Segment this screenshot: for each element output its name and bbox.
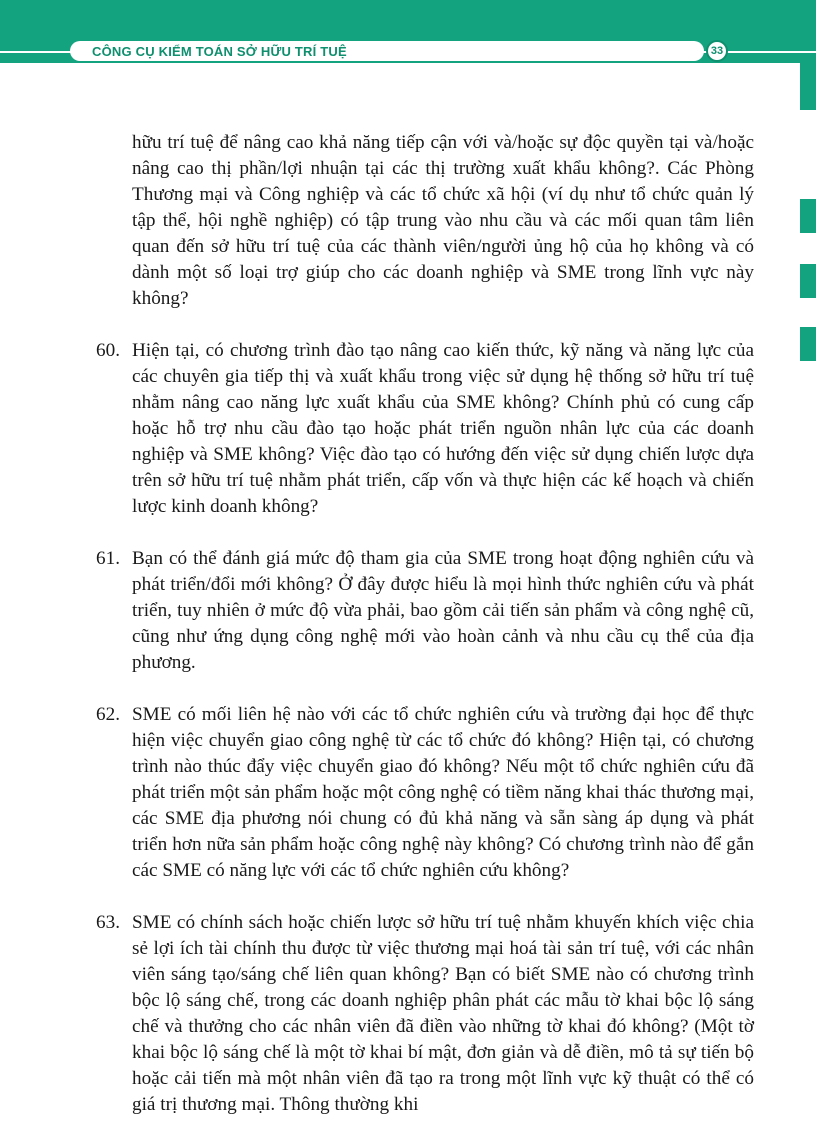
- item-text: SME có chính sách hoặc chiến lược sở hữu trí tuệ nhằm khuyến khích việc chia sẻ lợi ích tài chính thu được từ việc thương mại hoá tài sản trí tuệ, với các nhân viên sáng tạo/sáng chế liên quan không? Bạn có biết SME nào có chương trình bộc lộ sáng chế, trong các doanh nghiệp phân phát các mẫu tờ khai bộc lộ sáng chế và thưởng cho các nhân viên đã điền vào những tờ khai đó không? (Một tờ khai bộc lộ sáng chế là một tờ khai bí mật, đơn giản và dễ điền, mô tả sự tiến bộ hoặc cải tiến mà một nhân viên đã tạo ra trong một lĩnh vực kỹ thuật có thể có giá trị thương mại. Thông thường khi: [132, 912, 754, 1115]
- list-item: [96, 910, 754, 1118]
- page-body: [96, 130, 754, 1118]
- item-text: SME có mối liên hệ nào với các tổ chức nghiên cứu và trường đại học để thực hiện việc chuyển giao công nghệ từ các tổ chức đó không? Hiện tại, có chương trình nào thúc đẩy việc chuyển giao đó không? Nếu một tổ chức nghiên cứu đã phát triển một sản phẩm hoặc một công nghệ có tiềm năng khai thác thương mại, các SME địa phương nói chung có đủ khả năng và sẵn sàng áp dụng và phát triển hơn nữa sản phẩm hoặc công nghệ này không? Có chương trình nào để gắn các SME có năng lực với các tổ chức nghiên cứu không?: [132, 704, 754, 881]
- list-item: [96, 702, 754, 884]
- section-tab: [800, 264, 816, 298]
- item-text: Bạn có thể đánh giá mức độ tham gia của SME trong hoạt động nghiên cứu và phát triển/đổi mới không? Ở đây được hiểu là mọi hình thức nghiên cứu và phát triển, tuy nhiên ở mức độ vừa phải, bao gồm cải tiến sản phẩm và công nghệ cũ, cũng như ứng dụng công nghệ mới vào hoàn cảnh và nhu cầu cụ thể của địa phương.: [132, 548, 754, 673]
- item-text: Hiện tại, có chương trình đào tạo nâng cao kiến thức, kỹ năng và năng lực của các chuyên gia tiếp thị và xuất khẩu trong việc sử dụng hệ thống sở hữu trí tuệ nhằm nâng cao năng lực xuất khẩu của SME không? Chính phủ có cung cấp hoặc hỗ trợ nhu cầu đào tạo hoặc phát triển nguồn nhân lực của các doanh nghiệp và SME không? Việc đào tạo có hướng đến việc sử dụng chiến lược dựa trên sở hữu trí tuệ nhằm phát triển, cấp vốn và thực hiện các kế hoạch và chiến lược kinh doanh không?: [132, 340, 754, 517]
- header-title: CÔNG CỤ KIỂM TOÁN SỞ HỮU TRÍ TUỆ: [92, 44, 347, 59]
- item-number: 61.: [96, 548, 120, 569]
- section-tab: [800, 199, 816, 233]
- running-header: [0, 40, 816, 64]
- list-item: [96, 338, 754, 520]
- list-item: [96, 546, 754, 676]
- item-number: 62.: [96, 704, 120, 725]
- section-tab: [800, 327, 816, 361]
- item-number: 60.: [96, 340, 120, 361]
- continuation-paragraph: hữu trí tuệ để nâng cao khả năng tiếp cận với và/hoặc sự độc quyền tại và/hoặc nâng cao thị phần/lợi nhuận tại các thị trường xuất khẩu không?. Các Phòng Thương mại và Công nghiệp và các tổ chức xã hội (ví dụ như tổ chức quản lý tập thể, hội nghề nghiệp) có tập trung vào nhu cầu và các mối quan tâm liên quan đến sở hữu trí tuệ của các thành viên/người ủng hộ của họ không và có dành một số loại trợ giúp cho các doanh nghiệp và SME trong lĩnh vực này không?: [132, 132, 754, 309]
- item-number: 63.: [96, 912, 120, 933]
- page-number: 33: [706, 40, 728, 62]
